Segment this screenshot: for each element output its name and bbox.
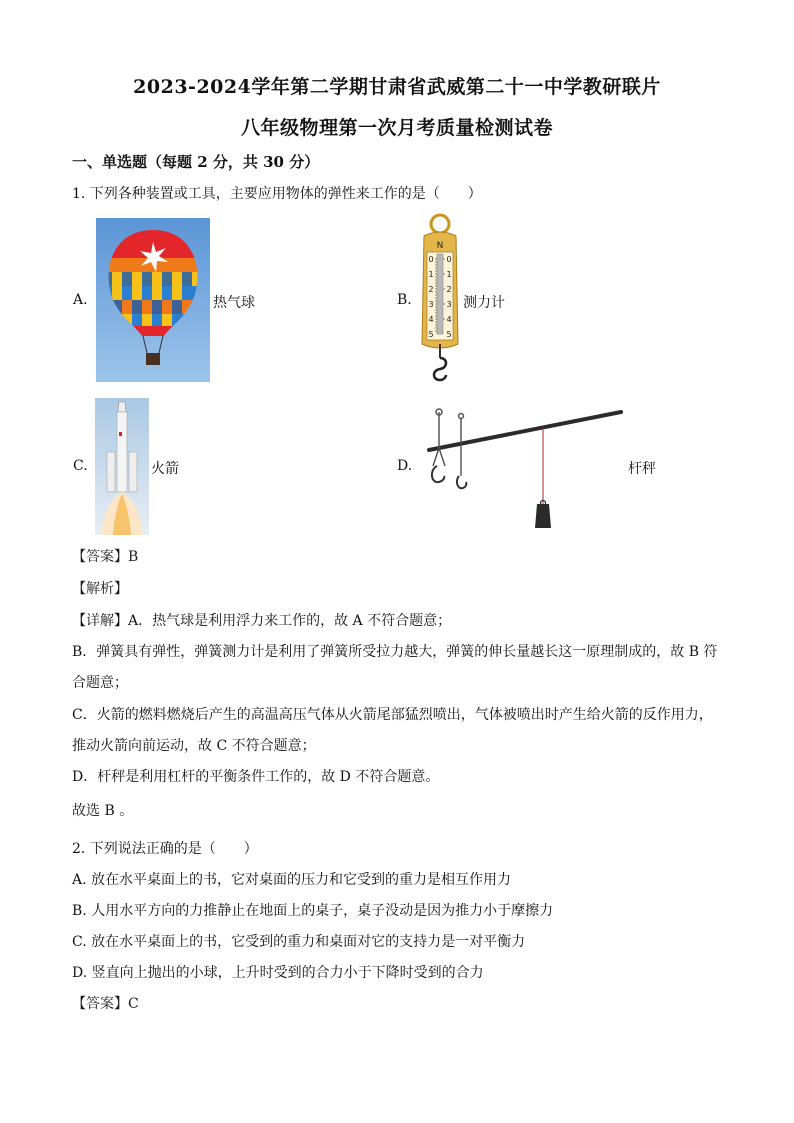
scale-tick-label-left: 1: [428, 270, 434, 279]
rocket-image: [95, 398, 149, 535]
question-2-option-a: A. 放在水平桌面上的书，它对桌面的压力和它受到的重力是相互作用力: [72, 872, 512, 888]
explain-line-1: 【详解】A．热气球是利用浮力来工作的，故 A 不符合题意；: [72, 613, 452, 629]
question-2-option-c: C. 放在水平桌面上的书，它受到的重力和桌面对它的支持力是一对平衡力: [72, 934, 526, 950]
hot-air-balloon-image: [96, 218, 210, 382]
exam-title-line1: 2023-2024学年第二学期甘肃省武威第二十一中学教研联片: [133, 76, 661, 98]
question-2-answer: 【答案】C: [72, 996, 139, 1012]
scale-tick-label-right: 3: [446, 300, 452, 309]
question-1-answer: 【答案】B: [72, 549, 139, 565]
option-c-letter: C.: [73, 458, 88, 474]
option-a-letter: A.: [73, 292, 88, 308]
question-1-stem: 1. 下列各种装置或工具，主要应用物体的弹性来工作的是（ ）: [72, 186, 482, 202]
spring-scale-image: [416, 212, 464, 388]
explain-line-5: 推动火箭向前运动，故 C 不符合题意；: [72, 738, 316, 754]
explain-line-3: 合题意；: [72, 675, 128, 691]
option-d-letter: D.: [397, 458, 413, 474]
scale-tick-label-left: 5: [428, 330, 434, 339]
section-heading: 一、单选题（每题 2 分，共 30 分）: [72, 153, 320, 171]
option-a-label: 热气球: [213, 295, 255, 311]
question-2-option-d: D. 竖直向上抛出的小球，上升时受到的合力小于下降时受到的合力: [72, 965, 484, 981]
scale-tick-label-right: 0: [446, 255, 452, 264]
scale-tick-label-left: 4: [428, 315, 434, 324]
scale-tick-label-left: 2: [428, 285, 434, 294]
question-2-option-b: B. 人用水平方向的力推静止在地面上的桌子，桌子没动是因为推力小于摩擦力: [72, 903, 554, 919]
scale-tick-label-right: 5: [446, 330, 452, 339]
option-c-label: 火箭: [151, 461, 179, 477]
scale-tick-label-right: 2: [446, 285, 452, 294]
scale-unit-label: N: [436, 241, 444, 251]
option-d-label: 杆秤: [628, 461, 656, 477]
scale-tick-label-right: 1: [446, 270, 452, 279]
question-1-analysis-title: 【解析】: [72, 581, 128, 597]
question-2-stem: 2. 下列说法正确的是（ ）: [72, 841, 258, 857]
scale-tick-label-right: 4: [446, 315, 452, 324]
explain-line-2: B．弹簧具有弹性，弹簧测力计是利用了弹簧所受拉力越大，弹簧的伸长量越长这一原理制成的，故 B 符: [72, 644, 718, 660]
explain-line-4: C．火箭的燃料燃烧后产生的高温高压气体从火箭尾部猛烈喷出，气体被喷出时产生给火箭的反作用力，: [72, 707, 713, 723]
explain-line-6: D．杆秤是利用杠杆的平衡条件工作的，故 D 不符合题意。: [72, 769, 440, 785]
scale-tick-label-left: 0: [428, 255, 434, 264]
scale-tick-label-left: 3: [428, 300, 434, 309]
explain-line-7: 故选 B 。: [72, 803, 134, 819]
option-b-letter: B.: [397, 292, 412, 308]
option-b-label: 测力计: [463, 295, 505, 311]
steelyard-image: [425, 406, 625, 530]
exam-title-line2: 八年级物理第一次月考质量检测试卷: [240, 117, 553, 139]
